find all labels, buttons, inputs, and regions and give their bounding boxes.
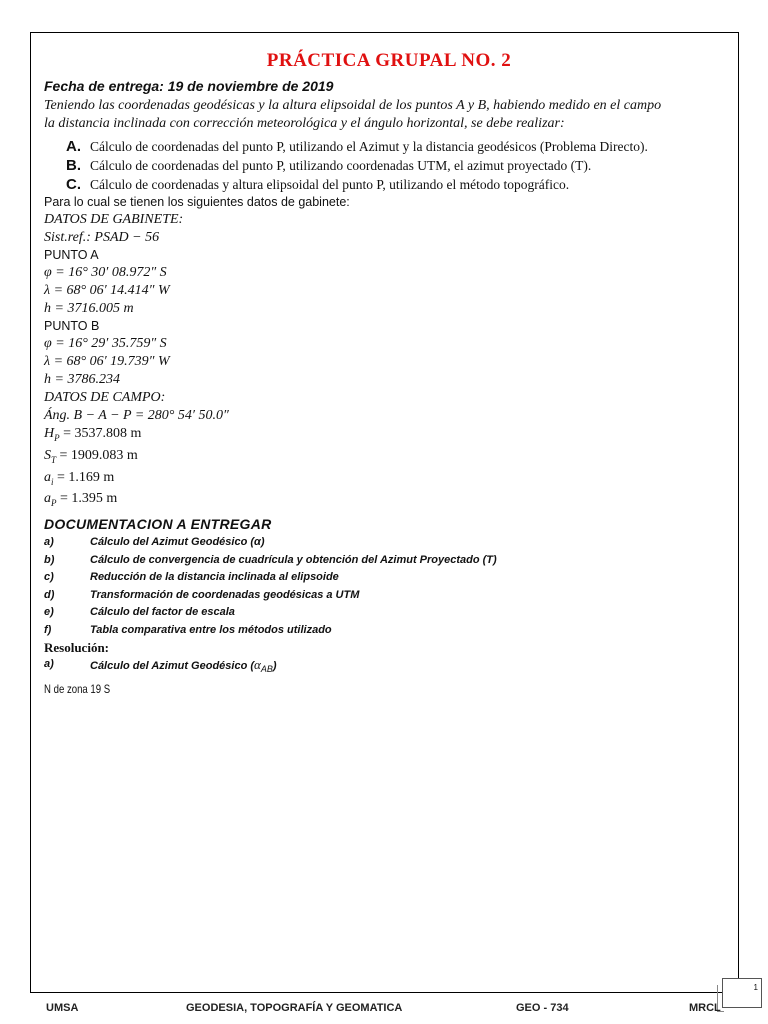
resolucion-heading: Resolución: — [44, 640, 109, 656]
task-text: Cálculo de coordenadas del punto P, utilizando coordenadas UTM, el azimut proyectado (T). — [90, 158, 592, 173]
st-value — [44, 447, 734, 469]
doc-item-key: e) — [44, 606, 54, 619]
punto-a-latitude: φ = 16° 30′ 08.972″ S — [44, 265, 167, 280]
reference-system: Sist.ref.: PSAD − 56 — [44, 230, 160, 245]
punto-a-height: h = 3716.005 m — [44, 301, 134, 316]
doc-item — [44, 569, 734, 587]
doc-item — [44, 587, 734, 605]
resolution-text — [90, 656, 277, 679]
task-label: C. — [66, 176, 81, 193]
hp-value — [44, 425, 734, 447]
doc-item-text: Tabla comparativa entre los métodos utilizado — [90, 623, 332, 636]
st-var: S — [44, 447, 51, 463]
document-body — [44, 50, 734, 696]
punto-a-longitude: λ = 68° 06′ 14.414″ W — [44, 283, 170, 298]
gabinete-intro: Para lo cual se tienen los siguientes datos de gabinete: — [44, 195, 350, 209]
ai-num: = 1.169 m — [53, 469, 115, 485]
ai-var: a — [44, 469, 51, 485]
resolution-key: a) — [44, 658, 54, 671]
footer-department: GEODESIA, TOPOGRAFÍA Y GEOMATICA — [186, 1002, 403, 1014]
horizontal-angle: Áng. B − A − P = 280° 54′ 50.0″ — [44, 408, 229, 423]
ap-sub: P — [51, 498, 57, 509]
page-number-box — [722, 978, 762, 1008]
document-title: PRÁCTICA GRUPAL NO. 2 — [266, 50, 512, 71]
doc-item — [44, 552, 734, 570]
ap-var: a — [44, 491, 51, 507]
footer-course: GEO - 734 — [516, 1002, 569, 1014]
page-number: 1 — [753, 983, 758, 992]
doc-item — [44, 604, 734, 622]
footer-author: MRCL — [689, 1002, 721, 1014]
punto-a-label: PUNTO A — [44, 248, 99, 262]
doc-item-key: a) — [44, 536, 54, 549]
punto-b-longitude: λ = 68° 06′ 19.739″ W — [44, 354, 170, 369]
doc-item-text: Cálculo del factor de escala — [90, 606, 235, 619]
st-sub: T — [51, 454, 57, 465]
task-label: A. — [66, 138, 81, 155]
task-text: Cálculo de coordenadas y altura elipsoidal del punto P, utilizando el método topográfico. — [90, 177, 570, 192]
doc-item-key: b) — [44, 553, 55, 566]
st-num: = 1909.083 m — [56, 447, 138, 463]
intro-paragraph — [44, 97, 734, 133]
hp-var: H — [44, 426, 55, 441]
ai-sub: i — [51, 476, 54, 487]
doc-item-text: Cálculo de convergencia de cuadrícula y obtención del Azimut Proyectado (T) — [90, 553, 497, 566]
hp-sub: P — [54, 432, 60, 443]
intro-line-2: la distancia inclinada con corrección meteorológica y el ángulo horizontal, se debe realizar: — [44, 116, 565, 131]
task-label: B. — [66, 157, 81, 174]
intro-line-1: Teniendo las coordenadas geodésicas y la altura elipsoidal de los puntos A y B, habiendo medido en el campo — [44, 98, 662, 113]
resolution-close: ) — [272, 660, 277, 673]
datos-campo-heading: DATOS DE CAMPO: — [44, 390, 166, 405]
hp-num: = 3537.808 m — [59, 426, 142, 441]
task-b — [66, 156, 734, 175]
punto-b-height: h = 3786.234 — [44, 372, 120, 387]
ai-value — [44, 469, 734, 491]
task-a — [66, 137, 734, 156]
zone-note: N de zona 19 S — [44, 681, 111, 696]
task-text: Cálculo de coordenadas del punto P, utilizando el Azimut y la distancia geodésicos (Problema Directo). — [90, 139, 648, 154]
doc-item-key: c) — [44, 571, 54, 584]
footer-institution: UMSA — [46, 1002, 79, 1014]
alpha-symbol: α — [254, 657, 261, 673]
punto-b-latitude: φ = 16° 29′ 35.759″ S — [44, 336, 167, 351]
datos-gabinete-heading: DATOS DE GABINETE: — [44, 212, 184, 227]
due-date: Fecha de entrega: 19 de noviembre de 2019 — [44, 78, 334, 94]
doc-item-text: Reducción de la distancia inclinada al elipsoide — [90, 571, 339, 584]
doc-item-text: Cálculo del Azimut Geodésico (α) — [90, 536, 265, 549]
punto-b-label: PUNTO B — [44, 319, 100, 333]
task-c — [66, 175, 734, 194]
doc-item-key: f) — [44, 623, 52, 636]
ap-value — [44, 490, 734, 512]
ap-num: = 1.395 m — [56, 491, 118, 507]
doc-item-text: Transformación de coordenadas geodésicas a UTM — [90, 588, 360, 601]
documentation-heading: DOCUMENTACION A ENTREGAR — [44, 516, 272, 533]
resolution-title: Cálculo del Azimut Geodésico ( — [90, 660, 255, 673]
doc-item — [44, 622, 734, 640]
doc-item-key: d) — [44, 588, 55, 601]
resolution-item — [44, 656, 734, 679]
alpha-sub: AB — [260, 664, 273, 675]
doc-item — [44, 534, 734, 552]
